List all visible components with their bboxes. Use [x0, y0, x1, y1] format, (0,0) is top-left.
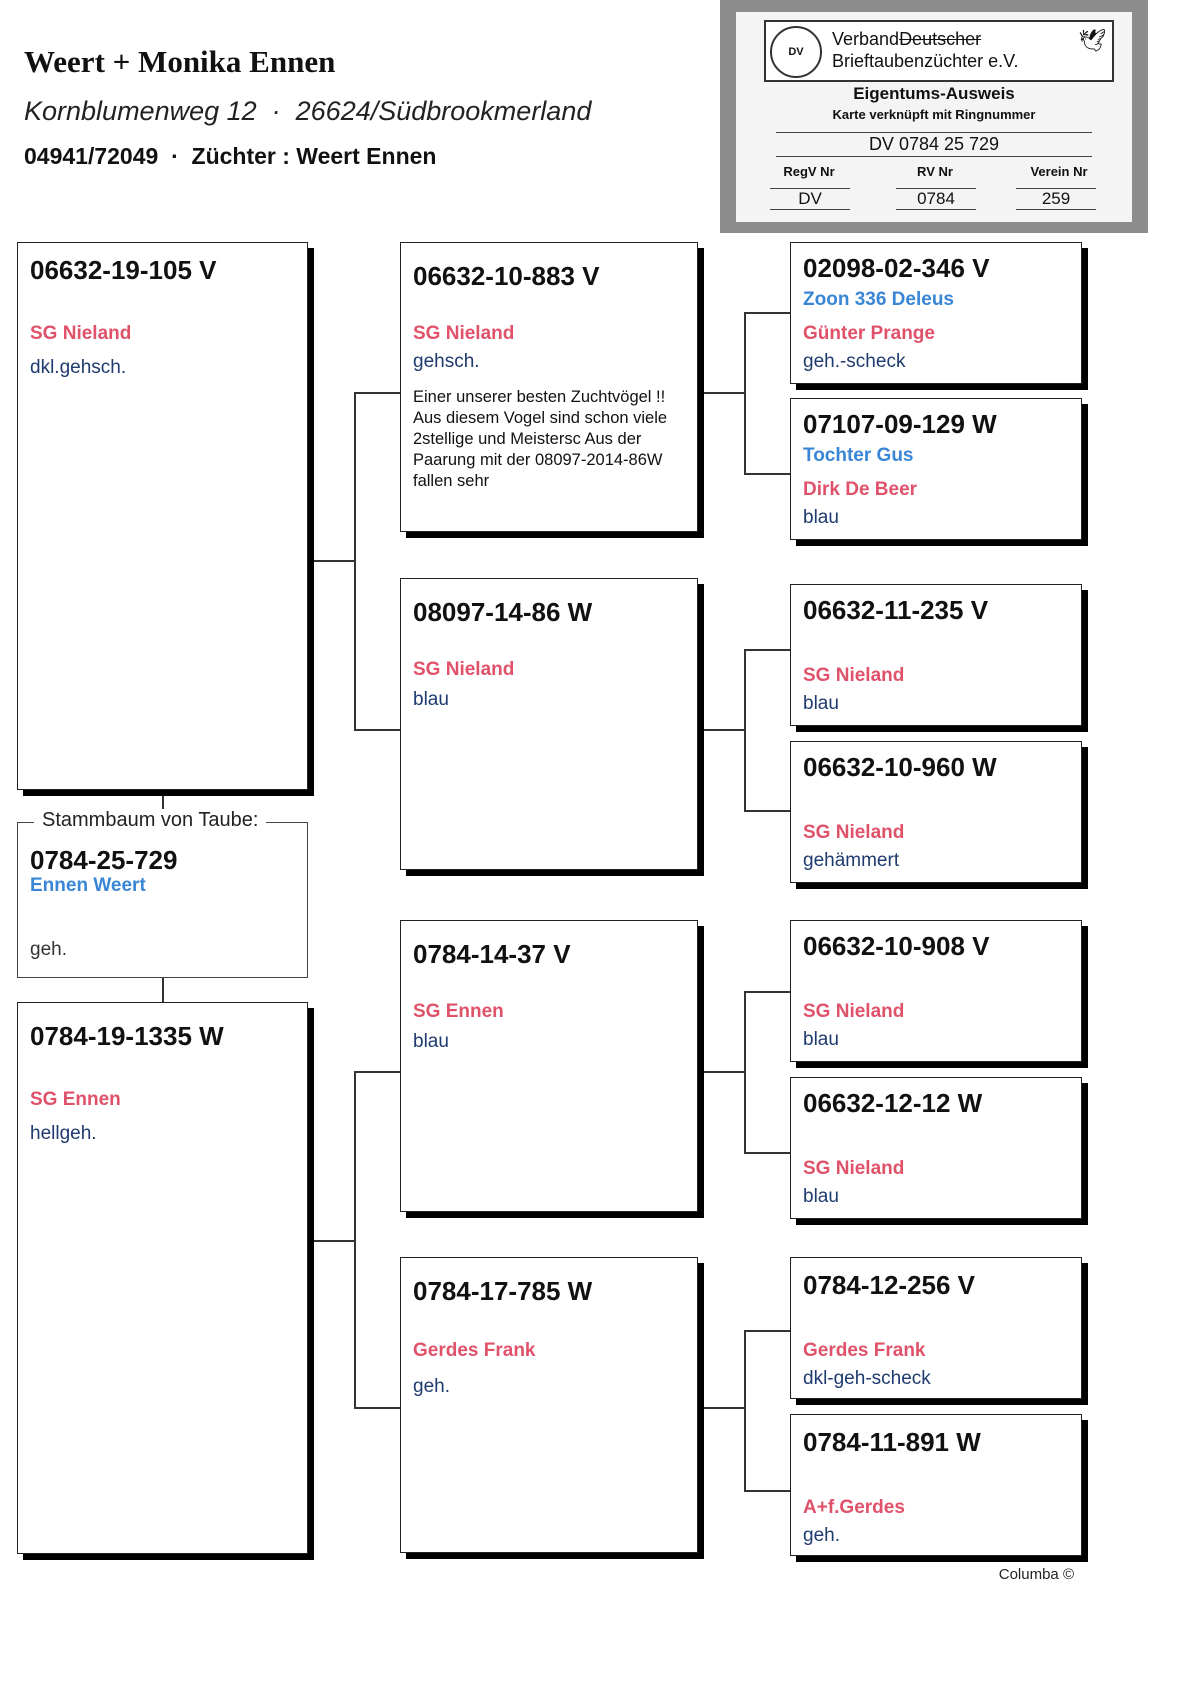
breeder-name: SG Nieland	[803, 1001, 905, 1022]
breeder-name: SG Nieland	[413, 659, 515, 680]
ring-number: 08097-14-86 W	[413, 597, 593, 627]
breeder-name: Gerdes Frank	[803, 1340, 926, 1361]
pigeon-color: geh.	[803, 1525, 840, 1546]
grandparent-ff-box	[400, 242, 698, 532]
connector-line	[354, 392, 356, 730]
card-title: Eigentums-Ausweis	[853, 84, 1015, 103]
col-label-verein: Verein Nr	[1030, 164, 1088, 179]
owner-name: Weert + Monika Ennen	[24, 44, 336, 79]
pigeon-color: blau	[803, 1029, 839, 1050]
great-grandparent-mfm-box	[790, 1077, 1082, 1219]
great-grandparent-mmf-box	[790, 1257, 1082, 1399]
card-ring-number: DV 0784 25 729	[776, 132, 1092, 157]
connector-line	[698, 1407, 744, 1409]
connector-line	[308, 1240, 354, 1242]
great-grandparent-fmf-box	[790, 584, 1082, 726]
ring-number: 06632-11-235 V	[803, 595, 989, 625]
connector-line	[698, 1071, 744, 1073]
pigeon-color: geh.-scheck	[803, 351, 906, 372]
connector-line	[354, 1407, 400, 1409]
pigeon-color: blau	[413, 689, 449, 710]
col-label-rv: RV Nr	[917, 164, 953, 179]
breeder-name: Günter Prange	[803, 323, 935, 344]
pigeon-color: gehämmert	[803, 850, 900, 871]
grandparent-mm-box	[400, 1257, 698, 1553]
connector-line	[744, 991, 746, 1153]
breeder-name: SG Ennen	[30, 1089, 121, 1110]
breeder-name: Dirk De Beer	[803, 479, 918, 500]
association-header	[764, 20, 1114, 82]
association-line2: Brieftaubenzüchter e.V.	[832, 51, 1019, 71]
grandparent-fm-box	[400, 578, 698, 870]
association-logo: DV	[770, 26, 822, 78]
father-box	[17, 242, 308, 790]
breeder-name: Gerdes Frank	[413, 1340, 536, 1361]
col-label-regv: RegV Nr	[783, 164, 835, 179]
pigeon-name: Zoon 336 Deleus	[803, 289, 954, 310]
connector-line	[354, 392, 400, 394]
subject-label: Stammbaum von Taube:	[34, 809, 266, 832]
pigeon-icon: 🕊	[1078, 28, 1106, 53]
connector-line	[162, 978, 164, 1002]
ring-number: 0784-12-256 V	[803, 1270, 976, 1300]
connector-line	[744, 312, 790, 314]
pigeon-color: hellgeh.	[30, 1123, 97, 1144]
software-credit: Columba ©	[998, 1566, 1074, 1583]
pigeon-color: dkl-geh-scheck	[803, 1368, 931, 1389]
ownership-card	[720, 0, 1148, 233]
pigeon-color: geh.	[413, 1376, 450, 1397]
card-subtitle: Karte verknüpft mit Ringnummer	[832, 107, 1036, 122]
col-value-verein: 259	[1016, 188, 1096, 210]
ring-number: 06632-10-960 W	[803, 752, 997, 782]
connector-line	[698, 392, 744, 394]
connector-line	[354, 1071, 400, 1073]
connector-line	[744, 1330, 746, 1491]
breeder-name: SG Ennen	[413, 1001, 504, 1022]
ring-number: 06632-10-908 V	[803, 931, 990, 961]
grandparent-mf-box	[400, 920, 698, 1212]
breeder-name: A+f.Gerdes	[803, 1497, 905, 1518]
great-grandparent-mff-box	[790, 920, 1082, 1062]
connector-line	[744, 473, 790, 475]
breeder-name: SG Nieland	[803, 822, 905, 843]
connector-line	[744, 649, 790, 651]
subject-ring-number: 0784-25-729	[30, 845, 178, 875]
great-grandparent-fff-box	[790, 242, 1082, 384]
great-grandparent-ffm-box	[790, 398, 1082, 540]
ring-number: 0784-17-785 W	[413, 1276, 593, 1306]
connector-line	[354, 729, 400, 731]
subject-owner: Ennen Weert	[30, 875, 146, 896]
owner-address: Kornblumenweg 12 · 26624/Südbrookmerland	[24, 96, 592, 126]
breeder-name: SG Nieland	[413, 323, 515, 344]
connector-line	[744, 1330, 790, 1332]
subject-box	[17, 809, 308, 978]
association-word1: Verband	[832, 29, 900, 49]
ring-number: 0784-11-891 W	[803, 1427, 981, 1457]
great-grandparent-fmm-box	[790, 741, 1082, 883]
pigeon-color: blau	[803, 693, 839, 714]
ownership-card-inner	[736, 12, 1132, 222]
pigeon-note: Einer unserer besten Zuchtvögel !! Aus diesem Vogel sind schon viele 2stellige und Meistersc Aus der Paarung mit der 08097-2014-86W fallen sehr	[413, 388, 668, 490]
association-name	[832, 28, 1018, 72]
connector-line	[744, 991, 790, 993]
ring-number: 0784-14-37 V	[413, 939, 571, 969]
great-grandparent-mmm-box	[790, 1414, 1082, 1556]
ring-number: 02098-02-346 V	[803, 253, 990, 283]
association-word2: Deutscher	[899, 29, 982, 49]
breeder-name: SG Nieland	[803, 1158, 905, 1179]
connector-line	[698, 729, 744, 731]
pigeon-color: blau	[413, 1031, 449, 1052]
connector-line	[744, 810, 790, 812]
ring-number: 06632-10-883 V	[413, 261, 600, 291]
breeder-name: SG Nieland	[30, 323, 132, 344]
connector-line	[744, 1152, 790, 1154]
subject-color: geh.	[30, 939, 67, 960]
col-value-regv: DV	[770, 188, 850, 210]
ring-number: 06632-19-105 V	[30, 255, 217, 285]
col-value-rv: 0784	[896, 188, 976, 210]
connector-line	[354, 1071, 356, 1408]
ring-number: 06632-12-12 W	[803, 1088, 983, 1118]
connector-line	[744, 312, 746, 474]
ring-number: 07107-09-129 W	[803, 409, 997, 439]
pigeon-color: blau	[803, 1186, 839, 1207]
pigeon-color: blau	[803, 507, 839, 528]
connector-line	[308, 560, 354, 562]
mother-box	[17, 1002, 308, 1554]
pigeon-color: gehsch.	[413, 351, 480, 372]
connector-line	[744, 649, 746, 811]
owner-phone-breeder: 04941/72049 · Züchter : Weert Ennen	[24, 143, 437, 169]
connector-line	[744, 1490, 790, 1492]
breeder-name: SG Nieland	[803, 665, 905, 686]
pigeon-name: Tochter Gus	[803, 445, 914, 466]
ring-number: 0784-19-1335 W	[30, 1021, 224, 1051]
pigeon-color: dkl.gehsch.	[30, 357, 127, 378]
